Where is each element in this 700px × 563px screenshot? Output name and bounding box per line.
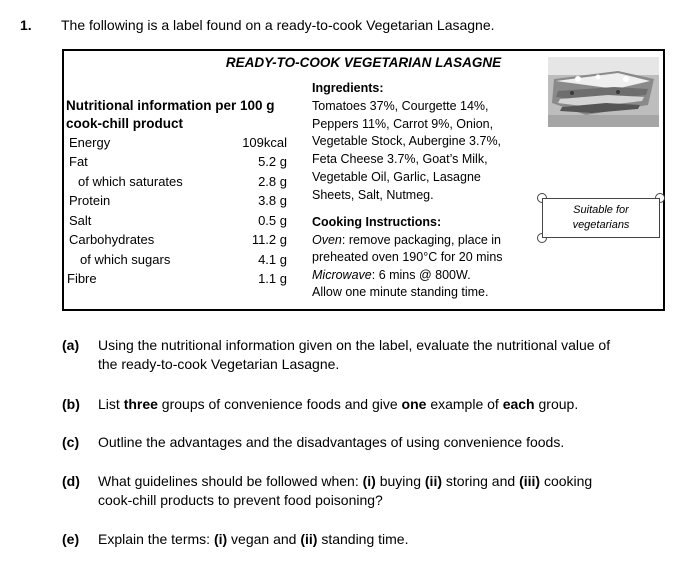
part-d-bold-ii: (ii) [424,473,442,489]
nutrition-value-saturates: 2.8 g [258,174,287,189]
label-title: READY-TO-COOK VEGETARIAN LASAGNE [225,55,502,70]
nutrition-value-fibre: 1.1 g [258,271,287,286]
nutrition-value-energy: 109kcal [242,135,287,150]
standing-line: Allow one minute standing time. [312,285,489,300]
nutrition-name-salt: Salt [69,213,92,228]
nutrition-heading-line2: cook-chill product [66,116,184,131]
food-label [62,49,665,311]
ingredients-line: Tomatoes 37%, Courgette 14%, [312,98,489,113]
part-b [62,395,682,415]
nutrition-value-protein: 3.8 g [258,193,287,208]
part-d-text [98,472,592,510]
part-a-line2: the ready-to-cook Vegetarian Lasagne. [98,356,340,372]
suitable-for-vegetarians-badge [542,198,660,238]
part-e-standing: standing time. [317,531,409,547]
part-b-letter: (b) [62,396,80,412]
part-b-text [98,395,578,414]
lasagne-photo [548,57,659,127]
nutrition-value-fat: 5.2 g [258,154,287,169]
nutrition-heading-line1: Nutritional information per 100 g [66,98,275,113]
nutrition-name-protein: Protein [69,193,111,208]
part-d-line2: cook-chill products to prevent food poisoning? [98,492,383,508]
part-a-letter: (a) [62,337,80,353]
part-e-pre: Explain the terms: [98,531,214,547]
part-e-vegan: vegan and [227,531,301,547]
part-a-text [98,336,610,374]
suitable-line1: Suitable for [573,204,629,216]
question-intro: The following is a label found on a ready-to-cook Vegetarian Lasagne. [61,17,495,33]
question-number: 1. [20,17,32,33]
part-d-cooking: cooking [540,473,593,489]
oven-text: : remove packaging, place in [341,232,502,247]
part-a-line1: Using the nutritional information given on the label, evaluate the nutritional value of [98,337,611,353]
ingredients-line: Vegetable Stock, Aubergine 3.7%, [312,134,502,149]
part-b-mid1: groups of convenience foods and give [157,396,402,412]
ingredients-title: Ingredients: [312,81,384,95]
oven-line [312,232,542,250]
part-c-text: Outline the advantages and the disadvantages of using convenience foods. [98,434,565,450]
part-e-bold-i: (i) [213,531,228,547]
part-d-line1 [98,472,592,491]
ingredients-line: Feta Cheese 3.7%, Goat’s Milk, [312,152,488,167]
part-b-bold-three: three [123,396,158,412]
cooking-block [312,214,542,302]
microwave-line [312,267,542,285]
part-d-bold-i: (i) [362,473,376,489]
part-e-letter: (e) [62,531,80,547]
part-d-buying: buying [375,473,425,489]
ingredients-line: Peppers 11%, Carrot 9%, Onion, [312,116,494,131]
part-b-post: group. [534,396,579,412]
part-e-text [98,530,409,549]
lasagne-illustration [548,57,659,127]
nutrition-name-fat: Fat [69,154,88,169]
part-e [62,530,682,550]
oven-line2: preheated oven 190°C for 20 mins [312,250,503,265]
part-a [62,336,682,376]
part-c [62,433,682,453]
part-d [62,472,682,512]
cooking-title: Cooking Instructions: [312,215,442,229]
nutrition-heading [66,97,275,133]
nutrition-name-fibre: Fibre [67,271,97,286]
suitable-line2: vegetarians [572,219,630,231]
part-b-bold-each: each [502,396,535,412]
part-b-bold-one: one [401,396,427,412]
ingredients-line: Vegetable Oil, Garlic, Lasagne [312,169,481,184]
part-e-bold-ii: (ii) [300,531,318,547]
nutrition-name-sugars: of which sugars [80,252,171,267]
ingredients-block [312,80,542,205]
nutrition-name-energy: Energy [69,135,111,150]
microwave-text: : 6 mins @ 800W. [371,267,471,282]
microwave-label: Microwave [312,267,372,282]
part-d-storing: storing and [442,473,520,489]
part-d-bold-iii: (iii) [519,473,541,489]
part-b-mid2: example of [426,396,503,412]
part-d-letter: (d) [62,473,80,489]
nutrition-name-saturates: of which saturates [78,174,183,189]
oven-label: Oven [312,232,342,247]
part-d-pre: What guidelines should be followed when: [98,473,363,489]
part-b-pre: List [98,396,124,412]
nutrition-value-sugars: 4.1 g [258,252,287,267]
nutrition-value-salt: 0.5 g [258,213,287,228]
nutrition-name-carbohydrates: Carbohydrates [69,232,155,247]
part-c-letter: (c) [62,434,80,450]
ingredients-line: Sheets, Salt, Nutmeg. [312,187,434,202]
nutrition-value-carbohydrates: 11.2 g [251,232,287,247]
